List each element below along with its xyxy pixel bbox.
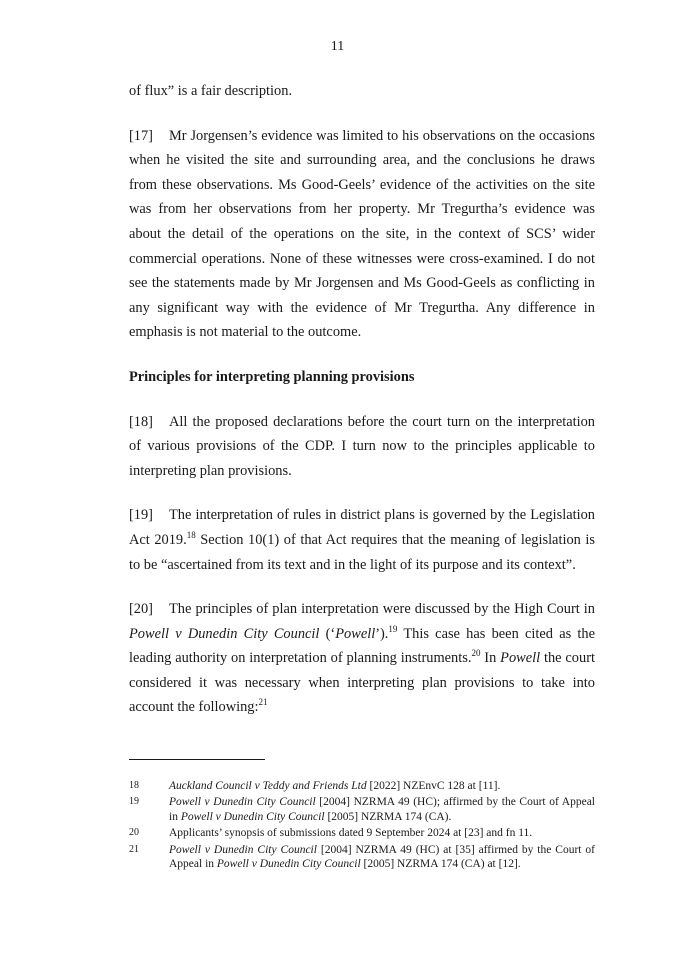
paragraph-text: The interpretation of rules in district plans is governed by the Legislation Act 2019. <box>129 507 595 548</box>
footnote-20 <box>129 826 595 840</box>
citation: Applicants’ synopsis of submissions dated 9 September 2024 at [23] and fn 11. <box>169 827 533 840</box>
paragraph-text: the court considered it was necessary when interpreting plan provisions to take into account the following: <box>129 650 595 716</box>
paragraph-text: This case has been cited as the leading authority on interpretation of planning instruments. <box>129 625 595 667</box>
paragraph-continuation: of flux” is a fair description. <box>129 83 293 99</box>
paragraph-number: [19] <box>129 507 153 524</box>
case-name: Powell v Dunedin City Council <box>129 625 320 642</box>
paragraph-text: Mr Jorgensen’s evidence was limited to his observations on the occasions when he visited the site and surrounding area, and the conclusions he draws from these observations. Ms Good-Geels’ evidence of the activities on the site was from her observations from her property. Mr Tregurtha’s evidence was about the detail of the operations on the site, in the context of SCS’ wider commercial operations. None of these witnesses were cross-examined. I do not see the statements made by Mr Jorgensen and Ms Good-Geels as conflicting in any significant way with the evidence of Mr Tregurtha. Any difference in emphasis is not material to the outcome. <box>129 127 595 341</box>
footnote-number: 21 <box>129 843 139 855</box>
paragraph-17 <box>129 124 595 345</box>
paragraph-number: [20] <box>129 601 153 618</box>
paragraph-18 <box>129 410 595 484</box>
footnote-text <box>169 826 595 840</box>
case-name: Powell v Dunedin City Council <box>169 843 317 856</box>
case-name: Powell v Dunedin City Council <box>180 810 325 823</box>
citation: [2004] NZRMA 49 (HC) at [35] affirmed by the Court of Appeal in <box>169 843 595 871</box>
footnote-text <box>169 795 595 824</box>
citation: [2005] NZRMA 174 (CA) at [12]. <box>360 858 521 871</box>
paragraph-text: ’). <box>375 625 389 642</box>
footnote-ref-20[interactable]: 20 <box>471 648 481 659</box>
page-number: 11 <box>330 39 345 54</box>
paragraph-text: The principles of plan interpretation were discussed by the High Court in <box>169 601 595 618</box>
paragraph-text: All the proposed declarations before the court turn on the interpretation of various provisions of the CDP. I turn now to the principles applicable to interpreting plan provisions. <box>129 413 595 479</box>
section-heading: Principles for interpreting planning provisions <box>129 368 415 385</box>
case-name: Powell v Dunedin City Council <box>169 796 316 809</box>
case-name: Auckland Council v Teddy and Friends Ltd <box>169 780 367 792</box>
paragraph-text: (‘ <box>319 625 336 642</box>
footnote-number: 18 <box>129 780 139 791</box>
paragraph-text: Section 10(1) of that Act requires that the meaning of legislation is to be “ascertained from its text and in the light of its purpose and its context”. <box>129 531 595 573</box>
footnote-18 <box>129 779 595 793</box>
case-name: Powell v Dunedin City Council <box>216 858 361 871</box>
case-short-name: Powell <box>500 650 541 667</box>
paragraph-text: In <box>480 650 501 667</box>
paragraph-number: [18] <box>129 413 153 430</box>
footnote-ref-21[interactable]: 21 <box>258 697 268 708</box>
footnote-number: 19 <box>129 796 139 808</box>
main-body <box>129 79 595 740</box>
footnote-separator <box>129 759 265 760</box>
paragraph-20 <box>129 597 595 720</box>
citation: [2022] NZEnvC 128 at [11]. <box>366 780 501 792</box>
footnote-19 <box>129 795 595 824</box>
footnote-text <box>169 779 595 793</box>
footnote-text <box>169 843 595 872</box>
footnote-ref-19[interactable]: 19 <box>388 623 398 634</box>
paragraph-19 <box>129 503 595 577</box>
footnote-number: 20 <box>129 827 139 839</box>
footnote-ref-18[interactable]: 18 <box>186 530 196 541</box>
footnote-21 <box>129 843 595 872</box>
citation: [2004] NZRMA 49 (HC); affirmed by the Court of Appeal in <box>169 796 595 823</box>
citation: [2005] NZRMA 174 (CA). <box>324 810 452 823</box>
case-short-name: Powell <box>335 625 376 642</box>
paragraph-number: [17] <box>129 127 153 144</box>
footnotes <box>129 779 595 873</box>
